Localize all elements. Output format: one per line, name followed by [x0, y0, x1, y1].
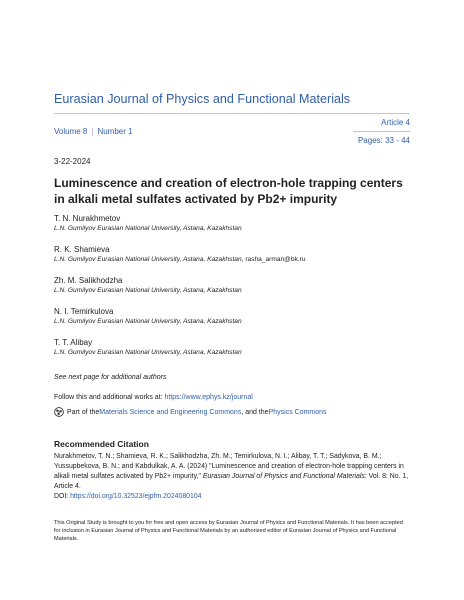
author-name: N. I. Temirkulova: [54, 307, 114, 316]
author-email[interactable]: rasha_arman@bk.ru: [245, 256, 306, 263]
doi-link[interactable]: https://doi.org/10.32523/ejpfm.2024080104: [70, 493, 202, 500]
author-item: [54, 337, 424, 358]
article-number-link[interactable]: Article 4: [381, 118, 410, 127]
volume-link[interactable]: Volume 8: [54, 127, 88, 136]
part-of-prefix: Part of the: [67, 408, 100, 416]
author-list: [54, 213, 424, 368]
author-affiliation: L.N. Gumilyov Eurasian National University, Astana, Kazakhstan: [54, 318, 242, 325]
follow-prefix: Follow this and additional works at:: [54, 394, 165, 401]
author-affiliation: L.N. Gumilyov Eurasian National University, Astana, Kazakhstan: [54, 287, 242, 294]
part-of-line: [54, 407, 327, 417]
follow-line: [54, 394, 253, 401]
author-item: [54, 275, 424, 296]
header-divider: [54, 113, 410, 114]
author-item: [54, 213, 424, 234]
number-link[interactable]: Number 1: [97, 127, 133, 136]
citation-volume: : Vol. 8: No. 1, Article 4.: [54, 473, 409, 490]
article-divider: [353, 131, 410, 132]
access-statement: This Original Study is brought to you for free and open access by Eurasian Journal of Physics and Functional Materials. It has been accepted for inclusion in Eurasian Journal of Physics and Functional Materials by an authorized editor of Eurasian Journal of Physics and Functional Materials.: [54, 520, 403, 543]
journal-title[interactable]: Eurasian Journal of Physics and Functional Materials: [54, 92, 351, 106]
author-affiliation: L.N. Gumilyov Eurasian National University, Astana, Kazakhstan: [54, 225, 242, 232]
additional-authors-note: See next page for additional authors: [54, 374, 167, 381]
physics-commons-link[interactable]: Physics Commons: [268, 408, 327, 416]
part-of-middle: , and the: [241, 408, 269, 416]
author-name: T. T. Alibay: [54, 338, 93, 347]
author-name: T. N. Nurakhmetov: [54, 214, 121, 223]
pages-range: Pages: 33 - 44: [357, 136, 410, 145]
volume-separator: |: [91, 127, 94, 136]
recommended-citation-heading: Recommended Citation: [54, 439, 149, 449]
author-affiliation: L.N. Gumilyov Eurasian National University, Astana, Kazakhstan, rasha_arman@bk.ru: [54, 256, 306, 263]
citation-journal: Eurasian Journal of Physics and Functional Materials: [202, 473, 365, 480]
citation-main: Nurakhmetov, T. N.; Shamieva, R. K.; Salikhodzha, Zh. M.; Temirkulova, N. I.; Alibay, T. T.; Sadykova, B. M.; Yussupbekova, B. N.; and Kabdulkak, A. A. (2024) "Luminescence and creation of electron-hole trapping centers in alkali metal sulfates activated by Pb2+ impurity,": [54, 453, 404, 480]
author-item: [54, 306, 424, 327]
paper-title: Luminescence and creation of electron-hole trapping centers in alkali metal sulfates activated by Pb2+ impurity: [54, 176, 403, 206]
volume-line: [54, 127, 133, 136]
doi-prefix: DOI:: [54, 493, 71, 500]
author-item: [54, 244, 424, 265]
journal-url-link[interactable]: https://www.ephys.kz/journal: [164, 394, 253, 401]
author-name: R. K. Shamieva: [54, 245, 110, 254]
publication-date: 3-22-2024: [54, 157, 91, 166]
author-name: Zh. M. Salikhodzha: [54, 276, 123, 285]
recommended-citation-text: [54, 452, 414, 502]
materials-commons-link[interactable]: Materials Science and Engineering Commons: [99, 408, 242, 416]
author-affiliation: L.N. Gumilyov Eurasian National University, Astana, Kazakhstan: [54, 349, 242, 356]
network-icon: [54, 407, 64, 417]
